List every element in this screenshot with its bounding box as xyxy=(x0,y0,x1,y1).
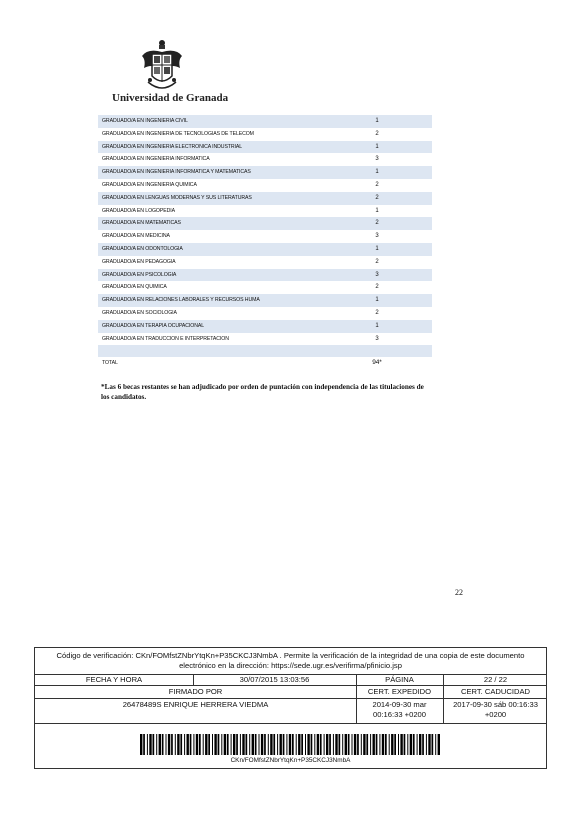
expedido-value: 2014-09-30 mar 00:16:33 +0200 xyxy=(372,700,427,719)
table-row xyxy=(98,294,432,307)
degree-name: GRADUADO/A EN MATEMATICAS xyxy=(98,217,322,230)
degree-name: GRADUADO/A EN INGENIERIA CIVIL xyxy=(98,115,322,128)
barcode-text: CKn/FOMfstZNbrYtqKn+P35CKCJ3NmbA xyxy=(230,757,351,764)
table-row xyxy=(98,217,432,230)
table-row xyxy=(98,141,432,154)
degree-name: GRADUADO/A EN LOGOPEDIA xyxy=(98,205,322,218)
table-row xyxy=(98,243,432,256)
grades-table xyxy=(98,115,432,370)
degree-name: GRADUADO/A EN MEDICINA xyxy=(98,230,322,243)
scholarship-count: 1 xyxy=(322,320,432,333)
scholarship-count: 2 xyxy=(322,128,432,141)
degree-name: GRADUADO/A EN INGENIERIA INFORMATICA xyxy=(98,153,322,166)
signature-box xyxy=(34,647,547,769)
table-row xyxy=(98,230,432,243)
table-row-empty xyxy=(98,345,432,357)
scholarship-count: 3 xyxy=(322,153,432,166)
table-row xyxy=(98,166,432,179)
table-row xyxy=(98,307,432,320)
table-row xyxy=(98,269,432,282)
scholarship-count: 1 xyxy=(322,166,432,179)
scholarship-count: 3 xyxy=(322,230,432,243)
table-row xyxy=(98,256,432,269)
scholarship-count: 1 xyxy=(322,294,432,307)
degree-name: GRADUADO/A EN TERAPIA OCUPACIONAL xyxy=(98,320,322,333)
signer-name: 26478489S ENRIQUE HERRERA VIEDMA xyxy=(122,700,269,709)
degree-name: GRADUADO/A EN ODONTOLOGIA xyxy=(98,243,322,256)
total-row xyxy=(98,357,432,370)
degree-name: GRADUADO/A EN INGENIERIA DE TECNOLOGIAS DE TELECOM xyxy=(98,128,322,141)
scholarship-count: 1 xyxy=(322,141,432,154)
table-row xyxy=(98,320,432,333)
page-number: 22 xyxy=(455,588,463,597)
university-name: Universidad de Granada xyxy=(112,92,229,104)
degree-name: GRADUADO/A EN PEDAGOGIA xyxy=(98,256,322,269)
expedido-label: CERT. EXPEDIDO xyxy=(367,687,432,696)
pagina-label: PÁGINA xyxy=(385,675,414,684)
firmado-label: FIRMADO POR xyxy=(168,687,223,696)
scholarship-count: 1 xyxy=(322,115,432,128)
fecha-value: 30/07/2015 13:03:56 xyxy=(239,675,310,684)
degree-name: GRADUADO/A EN RELACIONES LABORALES Y RECURSOS HUMA xyxy=(98,294,322,307)
degree-name: GRADUADO/A EN LENGUAS MODERNAS Y SUS LITERATURAS xyxy=(98,192,322,205)
table-row xyxy=(98,115,432,128)
table-row xyxy=(98,153,432,166)
total-label: TOTAL xyxy=(98,357,322,370)
degree-name: GRADUADO/A EN INGENIERIA QUIMICA xyxy=(98,179,322,192)
table-row xyxy=(98,333,432,346)
scholarship-count: 1 xyxy=(322,205,432,218)
table-row xyxy=(98,281,432,294)
scholarship-count: 3 xyxy=(322,333,432,346)
scholarship-count: 2 xyxy=(322,281,432,294)
degree-name: GRADUADO/A EN PSICOLOGIA xyxy=(98,269,322,282)
degree-name: GRADUADO/A EN TRADUCCION E INTERPRETACION xyxy=(98,333,322,346)
scholarship-count: 3 xyxy=(322,269,432,282)
scholarship-count: 2 xyxy=(322,307,432,320)
table-row xyxy=(98,205,432,218)
scholarship-count: 2 xyxy=(322,256,432,269)
scholarship-count: 2 xyxy=(322,179,432,192)
barcode xyxy=(140,734,440,755)
table-row xyxy=(98,179,432,192)
degree-name: GRADUADO/A EN INGENIERIA ELECTRONICA INDUSTRIAL xyxy=(98,141,322,154)
degree-name: GRADUADO/A EN SOCIOLOGIA xyxy=(98,307,322,320)
total-value: 94* xyxy=(322,357,432,370)
university-crest-icon xyxy=(138,38,186,94)
verification-text: Código de verificación: CKn/FOMfstZNbrYtqKn+P35CKCJ3NmbA . Permite la verificación de la integridad de una copia de este documento electrónico en la dirección: https://sede.ugr.es/verifirma/pfinicio.jsp xyxy=(56,651,525,670)
table-row xyxy=(98,192,432,205)
caducidad-label: CERT. CADUCIDAD xyxy=(460,687,531,696)
table-row xyxy=(98,128,432,141)
caducidad-value: 2017-09-30 sáb 00:16:33 +0200 xyxy=(453,700,538,719)
scholarship-count: 1 xyxy=(322,243,432,256)
degree-name: GRADUADO/A EN INGENIERIA INFORMATICA Y MATEMATICAS xyxy=(98,166,322,179)
fecha-label: FECHA Y HORA xyxy=(85,675,143,684)
degree-name: GRADUADO/A EN QUIMICA xyxy=(98,281,322,294)
scholarship-count: 2 xyxy=(322,217,432,230)
pagina-value: 22 / 22 xyxy=(483,675,508,684)
scholarship-count: 2 xyxy=(322,192,432,205)
footnote: *Las 6 becas restantes se han adjudicado por orden de puntación con independencia de las titulaciones de los candidatos. xyxy=(101,383,424,401)
